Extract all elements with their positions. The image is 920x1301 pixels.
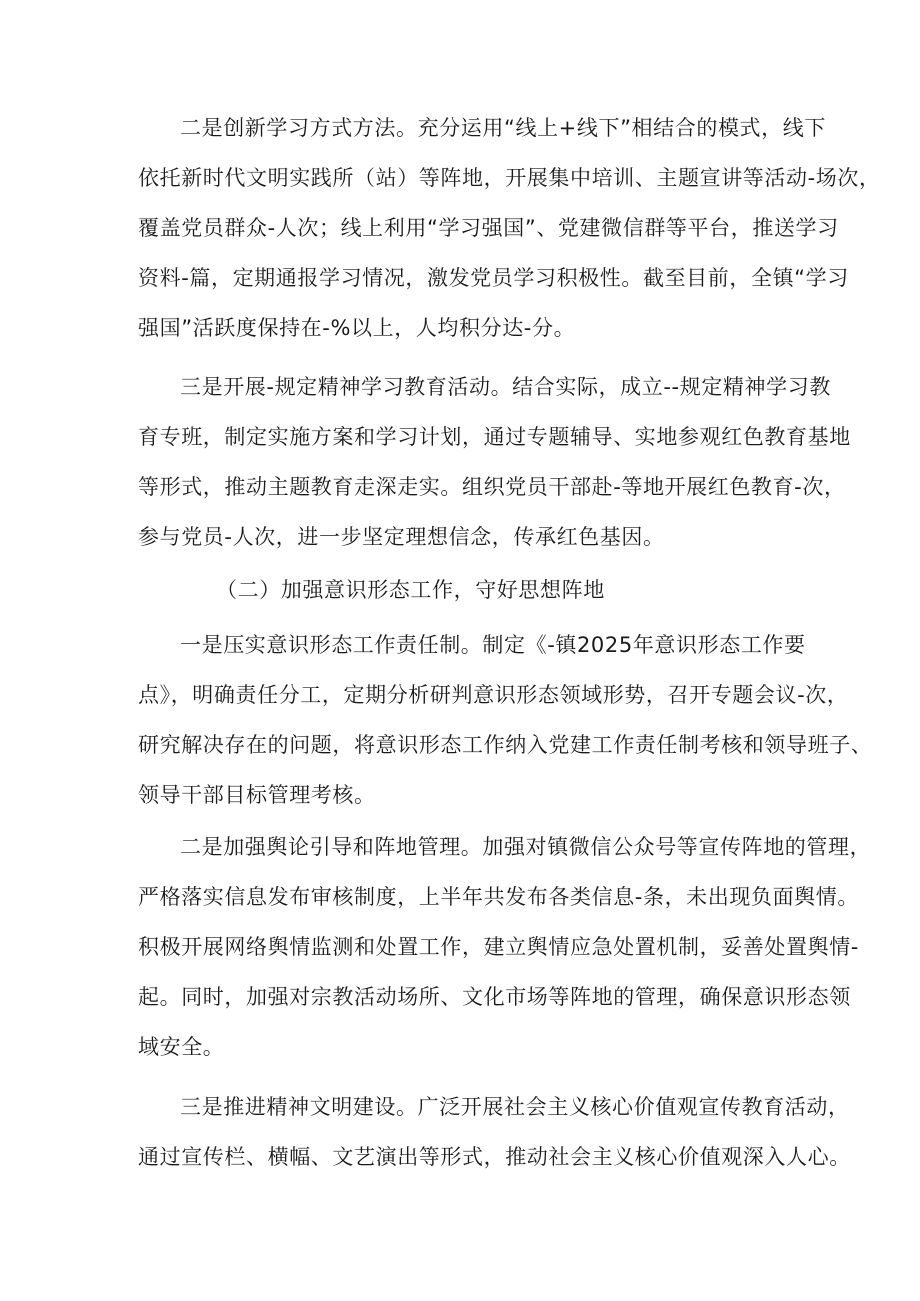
paragraph-line: 起。同时，加强对宗教活动场所、文化市场等阵地的管理，确保意识形态领: [138, 985, 851, 1009]
paragraph-line: 参与党员-人次，进一步坚定理想信念，传承红色基因。: [138, 525, 665, 549]
paragraph-line: 研究解决存在的问题，将意识形态工作纳入党建工作责任制考核和领导班子、: [138, 733, 873, 757]
paragraph-line: 点》，明确责任分工，定期分析研判意识形态领域形势，召开专题会议-次，: [138, 683, 849, 707]
paragraph-line: 三是推进精神文明建设。广泛开展社会主义核心价值观宣传教育活动，: [180, 1095, 850, 1119]
paragraph-line: 二是创新学习方式方法。充分运用“线上+线下”相结合的模式，线下: [180, 116, 826, 140]
paragraph-line: 依托新时代文明实践所（站）等阵地，开展集中培训、主题宣讲等活动-场次，: [138, 166, 881, 190]
paragraph-line: 通过宣传栏、横幅、文艺演出等形式，推动社会主义核心价值观深入人心。: [138, 1145, 851, 1169]
paragraph-line: 强国”活跃度保持在-%以上，人均积分达-分。: [138, 316, 576, 340]
paragraph-line: 育专班，制定实施方案和学习计划，通过专题辅导、实地参观红色教育基地: [138, 425, 851, 449]
paragraph-line: 积极开展网络舆情监测和处置工作，建立舆情应急处置机制，妥善处置舆情-: [138, 935, 859, 959]
paragraph-line: 领导干部目标管理考核。: [138, 783, 376, 807]
paragraph-line: 覆盖党员群众-人次；线上利用“学习强国”、党建微信群等平台，推送学习: [138, 216, 839, 240]
section-heading: （二）加强意识形态工作，守好思想阵地: [216, 578, 605, 602]
paragraph-line: 等形式，推动主题教育走深走实。组织党员干部赴-等地开展红色教育-次，: [138, 475, 846, 499]
paragraph-line: 一是压实意识形态工作责任制。制定《-镇2025年意识形态工作要: [180, 633, 806, 657]
paragraph-line: 三是开展-规定精神学习教育活动。结合实际，成立--规定精神学习教: [180, 375, 831, 399]
paragraph-line: 域安全。: [138, 1035, 225, 1059]
paragraph-line: 资料-篇，定期通报学习情况，激发党员学习积极性。截至目前，全镇“学习: [138, 266, 849, 290]
paragraph-line: 严格落实信息发布审核制度，上半年共发布各类信息-条，未出现负面舆情。: [138, 885, 859, 909]
paragraph-line: 二是加强舆论引导和阵地管理。加强对镇微信公众号等宣传阵地的管理，: [180, 835, 872, 859]
